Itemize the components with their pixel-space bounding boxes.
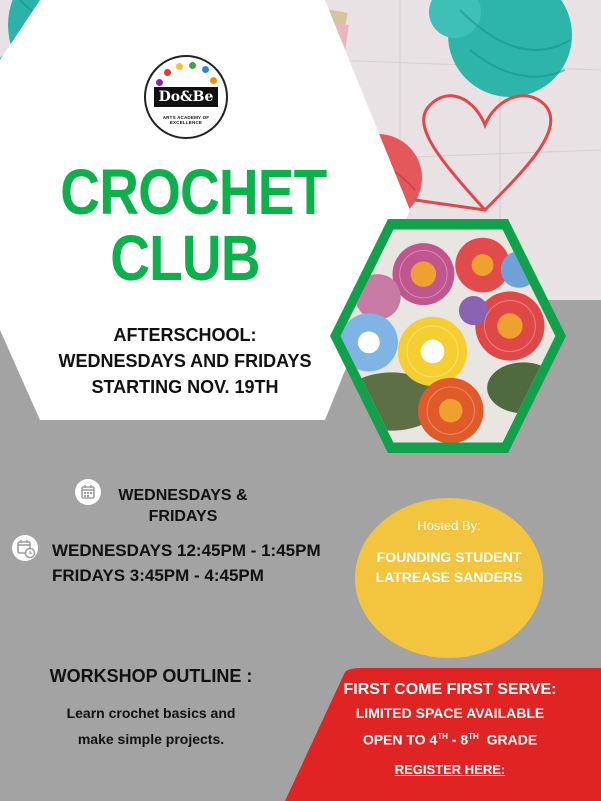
title-line-2: CLUB (110, 222, 260, 294)
workshop-description (36, 700, 266, 752)
grade-mid: - 8 (447, 731, 469, 748)
schedule-days-line-1: WEDNESDAYS & (118, 487, 248, 504)
intro-line-3: STARTING NOV. 19TH (91, 377, 279, 397)
grade-suffix: GRADE (478, 731, 538, 748)
do-and-be-logo (144, 55, 228, 139)
hosted-by-badge (355, 498, 543, 658)
intro-line-1: AFTERSCHOOL: (113, 325, 257, 345)
register-here-link[interactable]: REGISTER HERE: (394, 761, 506, 777)
host-line-1: FOUNDING STUDENT (376, 549, 522, 565)
grade-sup-2: TH (468, 732, 479, 741)
workshop-heading: WORKSHOP OUTLINE : (49, 666, 253, 686)
intro-line-2: WEDNESDAYS AND FRIDAYS (58, 351, 312, 371)
banner-grade-range (320, 726, 580, 751)
registration-banner (320, 680, 580, 780)
schedule-days-line-2: FRIDAYS (148, 508, 218, 525)
intro-text (40, 322, 330, 400)
banner-limited-space: LIMITED SPACE AVAILABLE (355, 705, 545, 721)
host-line-2: LATREASE SANDERS (375, 569, 523, 585)
schedule-times-text (52, 538, 342, 588)
calendar-clock-icon-badge (12, 535, 38, 561)
grade-sup-1: TH (437, 732, 448, 741)
schedule-days-text (108, 485, 258, 527)
hosted-by-label: Hosted By: (417, 518, 481, 533)
title-line-1: CROCHET (60, 156, 327, 228)
calendar-icon-badge (75, 479, 101, 505)
crochet-flowers-image (326, 213, 570, 459)
schedule-times-line-1: WEDNESDAYS 12:45PM - 1:45PM (52, 541, 321, 560)
workshop-line-2: make simple projects. (77, 731, 225, 747)
grade-prefix: OPEN TO 4 (362, 731, 438, 748)
calendar-icon (75, 479, 101, 505)
workshop-line-1: Learn crochet basics and (66, 705, 236, 721)
calendar-clock-icon (12, 535, 38, 561)
banner-headline: FIRST COME FIRST SERVE: (343, 681, 557, 698)
schedule-times-line-2: FRIDAYS 3:45PM - 4:45PM (52, 566, 264, 585)
logo-subtitle-text: ARTS ACADEMY OF EXCELLENCE (162, 115, 210, 125)
logo-brand-text: Do&Be (154, 87, 218, 107)
